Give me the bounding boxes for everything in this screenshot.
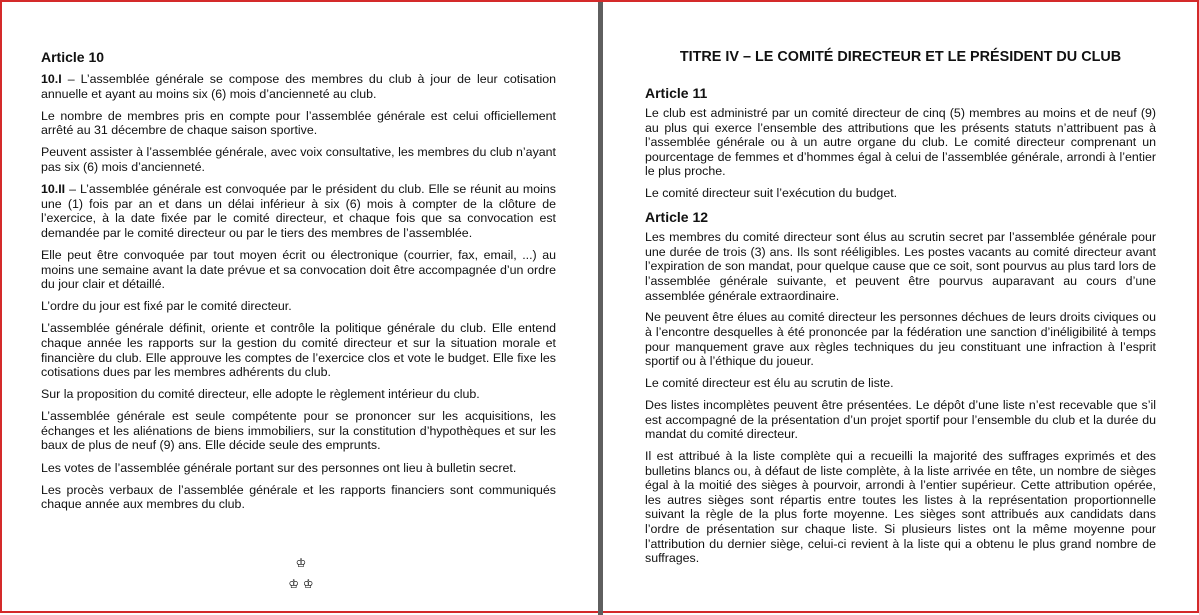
paragraph: Des listes incomplètes peuvent être présentées. Le dépôt d’une liste n’est recevable que s’il est accompagné de la présentation d’un projet sportif pour l’ensemble du club et la durée du mandat du comité directeur.	[645, 397, 1156, 442]
paragraph: Sur la proposition du comité directeur, elle adopte le règlement intérieur du club.	[41, 387, 480, 402]
article-10-title: Article 10	[41, 49, 105, 65]
paragraph-label: 10.I	[41, 72, 62, 86]
paragraph: Les procès verbaux de l’assemblée générale et les rapports financiers sont communiqués chaque année aux membres du club.	[41, 482, 556, 512]
paragraph-text: – L’assemblée générale est convoquée par le président du club. Elle se réunit au moins une (1) fois par an et dans un délai inférieur à six (6) mois à compter de la clôture de l’exercice, à la date fixée par le comité directeur, et chaque fois que sa convocation est demandée par le comité directeur ou par le tiers des membres de l’assemblée.	[41, 182, 556, 240]
paragraph: Il est attribué à la liste complète qui a recueilli la majorité des suffrages exprimés et des bulletins blancs ou, à défaut de liste complète, à la liste arrivée en tête, un nombre de sièges égal à la moitié des sièges à pourvoir, arrondi à l’entier supérieur. Cette attribution opérée, les autres sièges sont répartis entre toutes les listes à la représentation proportionnelle suivant la règle de la plus forte moyenne. Les sièges sont attribués aux candidats dans l’ordre de présentation sur chaque liste. Si plusieurs listes ont la même moyenne pour l’attribution du dernier siège, celui-ci revient à la liste qui a obtenu le plus grand nombre de suffrages.	[645, 449, 1156, 566]
title-iv-heading: TITRE IV – LE COMITÉ DIRECTEUR ET LE PRÉSIDENT DU CLUB	[679, 49, 1122, 65]
paragraph-10-2	[41, 182, 556, 240]
paragraph: Le club est administré par un comité directeur de cinq (5) membres au moins et de neuf (9) au plus qui exerce l’ensemble des attributions que les présents statuts n’attribuent pas à l’assemblée générale ou à un autre organe du club. Le comité directeur comprenant un pourcentage de femmes et d’hommes égal à celui de l’assemblée générale, arrondi à l’entier le plus proche.	[645, 106, 1156, 179]
paragraph: Les membres du comité directeur sont élus au scrutin secret par l’assemblée générale pour une durée de trois (3) ans. Ils sont rééligibles. Les postes vacants au comité directeur avant l’expiration de son mandat, pour quelque cause que ce soit, sont pourvus au plus tard lors de l’assemblée générale suivante, et peuvent être pourvus auparavant au cours d’une assemblée générale extraordinaire.	[645, 230, 1156, 303]
paragraph: L’assemblée générale est seule compétente pour se prononcer sur les acquisitions, les échanges et les aliénations de biens immobiliers, sur la constitution d’hypothèques et sur les baux de plus de neuf (9) ans. Elle décide seule des emprunts.	[41, 409, 556, 453]
paragraph: Elle peut être convoquée par tout moyen écrit ou électronique (courrier, fax, email, ...) au moins une semaine avant la date prévue et sa convocation doit être accompagnée d’un ordre du jour clair et détaillé.	[41, 247, 556, 292]
crown-pair-ornament-icon: ♔ ♔	[288, 577, 314, 591]
paragraph: Le comité directeur suit l’exécution du budget.	[645, 186, 898, 201]
paragraph: Peuvent assister à l’assemblée générale, avec voix consultative, les membres du club n’ayant pas six (6) mois d’ancienneté.	[41, 145, 556, 174]
left-page-content	[41, 48, 556, 519]
article-12-title: Article 12	[645, 209, 709, 226]
paragraph: L’assemblée générale définit, oriente et contrôle la politique générale du club. Elle entend chaque année les rapports sur la gestion du comité directeur et sur la situation morale et financière du club. Elle approuve les comptes de l’exercice clos et vote le budget. Elle fixe les cotisations dues par les membres adhérents du club.	[41, 321, 556, 380]
crown-ornament-icon: ♔	[295, 556, 307, 570]
paragraph: Le nombre de membres pris en compte pour l’assemblée générale est celui officiellement arrêté au 31 décembre de chaque saison sportive.	[41, 108, 556, 138]
left-page	[4, 2, 598, 615]
paragraph-label: 10.II	[41, 182, 66, 197]
paragraph: Les votes de l’assemblée générale portant sur des personnes ont lieu à bulletin secret.	[41, 460, 517, 475]
right-page	[603, 2, 1199, 615]
article-11-title: Article 11	[645, 85, 708, 101]
paragraph-10-1	[41, 72, 556, 101]
right-page-content	[645, 48, 1156, 573]
paragraph: L’ordre du jour est fixé par le comité directeur.	[41, 299, 292, 314]
paragraph: Ne peuvent être élues au comité directeur les personnes déchues de leurs droits civiques ou à l’encontre desquelles à été prononcée par la fédération une sanction d’inéligibilité à temps pour manquement grave aux règles techniques du jeu constituant une infraction à l’esprit sportif ou à l’éthique du joueur.	[645, 310, 1156, 369]
paragraph-text: – L’assemblée générale se compose des membres du club à jour de leur cotisation annuelle et ayant au moins six (6) mois d’ancienneté au club.	[41, 72, 556, 101]
paragraph: Le comité directeur est élu au scrutin de liste.	[645, 376, 894, 391]
